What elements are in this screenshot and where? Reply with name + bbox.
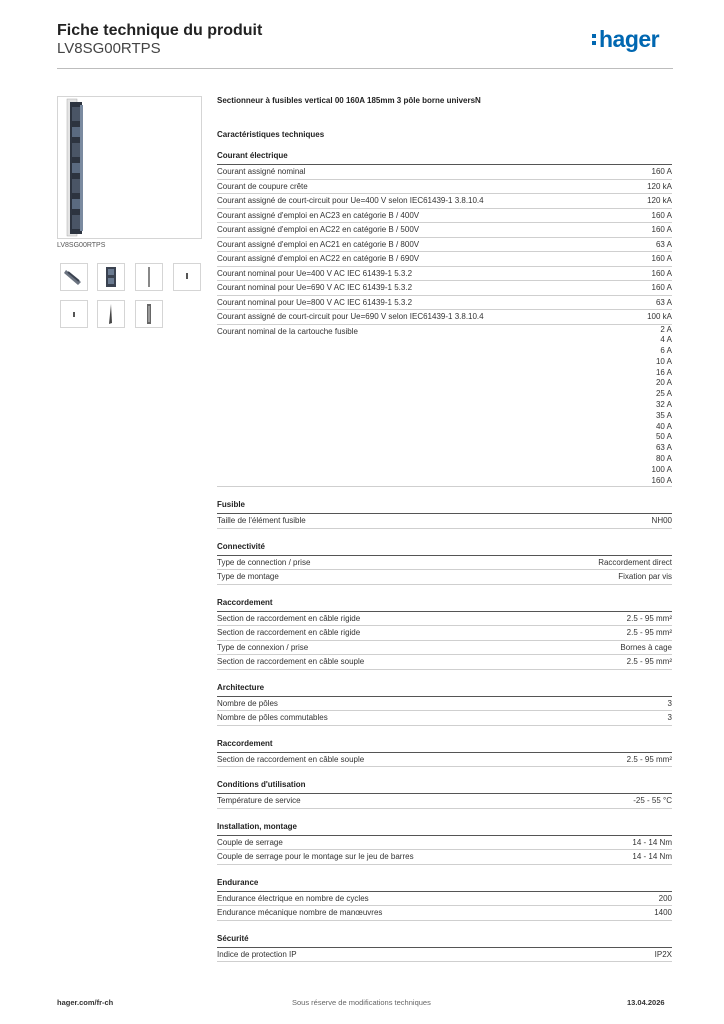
spec-section bbox=[217, 822, 672, 865]
spec-label: Courant assigné de court-circuit pour Ue=690 V selon IEC61439-1 3.8.10.4 bbox=[217, 312, 484, 321]
spec-row-multi bbox=[217, 325, 672, 488]
technical-heading: Caractéristiques techniques bbox=[217, 130, 325, 139]
spec-label: Nombre de pôles commutables bbox=[217, 713, 328, 723]
spec-label: Courant nominal pour Ue=800 V AC IEC 61439-1 5.3.2 bbox=[217, 297, 413, 307]
spec-label: Indice de protection IP bbox=[217, 949, 297, 959]
section-title: Conditions d'utilisation bbox=[217, 780, 672, 794]
spec-label: Section de raccordement en câble souple bbox=[217, 754, 365, 764]
spec-label: Courant assigné d'emploi en AC23 en catégorie B / 400V bbox=[217, 210, 420, 220]
spec-value: 2.5 - 95 mm² bbox=[626, 628, 672, 638]
spec-label: Nombre de pôles bbox=[217, 698, 278, 708]
spec-value-list bbox=[652, 325, 672, 487]
spec-row bbox=[217, 514, 672, 529]
spec-row bbox=[217, 281, 672, 296]
spec-row bbox=[217, 711, 672, 726]
spec-section bbox=[217, 934, 672, 963]
spec-value: 3 bbox=[667, 698, 672, 708]
spec-row bbox=[217, 906, 672, 921]
image-caption: LV8SG00RTPS bbox=[57, 242, 106, 249]
spec-value: 35 A bbox=[655, 410, 672, 420]
spec-row bbox=[217, 836, 672, 851]
header-divider bbox=[57, 68, 673, 69]
thumbnail-5[interactable] bbox=[60, 300, 88, 328]
spec-section bbox=[217, 542, 672, 585]
spec-value: 160 A bbox=[651, 475, 672, 485]
spec-row bbox=[217, 794, 672, 809]
spec-section bbox=[217, 878, 672, 921]
spec-row bbox=[217, 641, 672, 656]
product-title: Sectionneur à fusibles vertical 00 160A 185mm 3 pôle borne universN bbox=[217, 96, 481, 105]
product-main-image[interactable] bbox=[57, 96, 202, 239]
spec-value: 16 A bbox=[655, 367, 672, 377]
section-gap bbox=[217, 865, 672, 878]
spec-label: Courant nominal de la cartouche fusible bbox=[217, 326, 358, 336]
spec-value: -25 - 55 °C bbox=[633, 796, 672, 806]
spec-value: 63 A bbox=[655, 239, 672, 249]
spec-label: Couple de serrage pour le montage sur le jeu de barres bbox=[217, 852, 414, 862]
spec-row bbox=[217, 194, 672, 209]
spec-value: 20 A bbox=[655, 378, 672, 388]
spec-label: Courant de coupure crête bbox=[217, 181, 308, 191]
product-reference: LV8SG00RTPS bbox=[57, 40, 161, 57]
section-title: Courant électrique bbox=[217, 151, 672, 165]
thumbnail-3[interactable] bbox=[135, 263, 163, 291]
spec-value: 3 bbox=[667, 713, 672, 723]
thumbnail-image bbox=[61, 301, 87, 327]
spec-value: 4 A bbox=[660, 335, 672, 345]
spec-value: IP2X bbox=[654, 949, 672, 959]
spec-value: 160 A bbox=[651, 268, 672, 278]
thumbnail-2[interactable] bbox=[97, 263, 125, 291]
spec-section bbox=[217, 598, 672, 670]
footer-date: 13.04.2026 bbox=[627, 998, 665, 1007]
hager-logo bbox=[592, 28, 659, 51]
spec-value: 2.5 - 95 mm² bbox=[626, 613, 672, 623]
spec-row bbox=[217, 626, 672, 641]
spec-value: Fixation par vis bbox=[618, 572, 672, 582]
spec-row bbox=[217, 165, 672, 180]
section-title: Raccordement bbox=[217, 739, 672, 753]
section-gap bbox=[217, 726, 672, 739]
section-gap bbox=[217, 585, 672, 598]
thumbnail-6[interactable] bbox=[97, 300, 125, 328]
spec-row bbox=[217, 655, 672, 670]
thumbnail-image bbox=[174, 264, 200, 290]
spec-value: 100 kA bbox=[647, 312, 672, 321]
spec-value: 40 A bbox=[655, 421, 672, 431]
spec-label: Courant assigné d'emploi en AC22 en catégorie B / 500V bbox=[217, 225, 420, 234]
spec-value: 32 A bbox=[655, 400, 672, 410]
spec-row bbox=[217, 180, 672, 195]
spec-value: Raccordement direct bbox=[598, 557, 672, 567]
section-title: Raccordement bbox=[217, 598, 672, 612]
section-title: Installation, montage bbox=[217, 822, 672, 836]
spec-row bbox=[217, 209, 672, 224]
spec-value: 14 - 14 Nm bbox=[632, 852, 672, 862]
thumbnail-7[interactable] bbox=[135, 300, 163, 328]
spec-value: 200 bbox=[658, 893, 672, 903]
section-gap bbox=[217, 487, 672, 500]
section-gap bbox=[217, 670, 672, 683]
logo-colon-icon bbox=[592, 32, 597, 46]
spec-section bbox=[217, 500, 672, 529]
section-title: Architecture bbox=[217, 683, 672, 697]
spec-value: 63 A bbox=[655, 443, 672, 453]
spec-value: 160 A bbox=[651, 254, 672, 263]
spec-row bbox=[217, 267, 672, 282]
spec-row bbox=[217, 753, 672, 768]
spec-value: 1400 bbox=[654, 908, 672, 918]
thumbnail-4[interactable] bbox=[173, 263, 201, 291]
logo-text: hager bbox=[599, 26, 660, 52]
spec-row bbox=[217, 296, 672, 311]
spec-row bbox=[217, 892, 672, 907]
spec-label: Courant assigné d'emploi en AC21 en catégorie B / 800V bbox=[217, 239, 420, 249]
spec-section bbox=[217, 780, 672, 809]
spec-value: NH00 bbox=[651, 516, 672, 526]
technical-data-panel bbox=[217, 96, 672, 962]
spec-label: Type de connexion / prise bbox=[217, 642, 309, 652]
spec-value: 100 A bbox=[651, 464, 672, 474]
spec-label: Type de connection / prise bbox=[217, 557, 311, 567]
spec-value: 6 A bbox=[660, 346, 672, 356]
spec-value: 2.5 - 95 mm² bbox=[626, 657, 672, 667]
spec-label: Endurance mécanique nombre de manœuvres bbox=[217, 908, 383, 918]
spec-value: 160 A bbox=[651, 167, 672, 176]
page-title: Fiche technique du produit bbox=[57, 22, 263, 39]
thumbnail-image bbox=[98, 301, 124, 327]
spec-row bbox=[217, 948, 672, 963]
section-title: Sécurité bbox=[217, 934, 672, 948]
spec-label: Taille de l'élément fusible bbox=[217, 516, 306, 526]
section-gap bbox=[217, 529, 672, 542]
spec-label: Courant assigné d'emploi en AC22 en catégorie B / 690V bbox=[217, 254, 420, 263]
spec-label: Courant nominal pour Ue=400 V AC IEC 61439-1 5.3.2 bbox=[217, 268, 413, 278]
spec-row bbox=[217, 697, 672, 712]
spec-value: 120 kA bbox=[647, 196, 672, 205]
spec-row bbox=[217, 556, 672, 571]
section-title: Endurance bbox=[217, 878, 672, 892]
section-title: Fusible bbox=[217, 500, 672, 514]
spec-row bbox=[217, 223, 672, 238]
spec-row bbox=[217, 570, 672, 585]
thumbnail-image bbox=[61, 264, 87, 290]
spec-label: Section de raccordement en câble rigide bbox=[217, 613, 361, 623]
spec-value: 63 A bbox=[655, 297, 672, 307]
fuse-switch-illustration bbox=[58, 97, 201, 238]
section-gap bbox=[217, 767, 672, 780]
spec-value: 120 kA bbox=[647, 181, 672, 191]
footer-website-link[interactable]: hager.com/fr-ch bbox=[57, 998, 114, 1007]
section-title: Connectivité bbox=[217, 542, 672, 556]
spec-value: 10 A bbox=[655, 356, 672, 366]
spec-row bbox=[217, 252, 672, 267]
spec-section bbox=[217, 739, 672, 768]
spec-row bbox=[217, 238, 672, 253]
spec-label: Courant assigné nominal bbox=[217, 167, 306, 176]
spec-label: Section de raccordement en câble souple bbox=[217, 657, 365, 667]
spec-value: 160 A bbox=[651, 283, 672, 292]
spec-value: 160 A bbox=[651, 210, 672, 220]
thumbnail-image bbox=[98, 264, 124, 290]
thumbnail-image bbox=[136, 301, 162, 327]
spec-row bbox=[217, 612, 672, 627]
spec-value: 14 - 14 Nm bbox=[632, 837, 672, 847]
spec-row bbox=[217, 310, 672, 325]
spec-label: Courant assigné de court-circuit pour Ue=400 V selon IEC61439-1 3.8.10.4 bbox=[217, 196, 484, 205]
spec-value: 50 A bbox=[655, 432, 672, 442]
spec-value: 2.5 - 95 mm² bbox=[626, 754, 672, 764]
footer-notice: Sous réserve de modifications techniques bbox=[292, 998, 431, 1007]
spec-label: Courant nominal pour Ue=690 V AC IEC 61439-1 5.3.2 bbox=[217, 283, 413, 292]
spec-label: Couple de serrage bbox=[217, 837, 283, 847]
spec-sections bbox=[217, 151, 672, 962]
spec-value: 25 A bbox=[655, 389, 672, 399]
thumbnail-image bbox=[136, 264, 162, 290]
section-gap bbox=[217, 809, 672, 822]
spec-value: 160 A bbox=[651, 225, 672, 234]
spec-label: Type de montage bbox=[217, 572, 279, 582]
spec-row bbox=[217, 850, 672, 865]
spec-label: Température de service bbox=[217, 796, 301, 806]
spec-value: Bornes à cage bbox=[620, 642, 672, 652]
spec-value: 80 A bbox=[655, 454, 672, 464]
spec-label: Section de raccordement en câble rigide bbox=[217, 628, 361, 638]
spec-value: 2 A bbox=[660, 324, 672, 334]
spec-section bbox=[217, 683, 672, 726]
section-gap bbox=[217, 921, 672, 934]
spec-section bbox=[217, 151, 672, 487]
thumbnail-1[interactable] bbox=[60, 263, 88, 291]
spec-label: Endurance électrique en nombre de cycles bbox=[217, 893, 369, 903]
